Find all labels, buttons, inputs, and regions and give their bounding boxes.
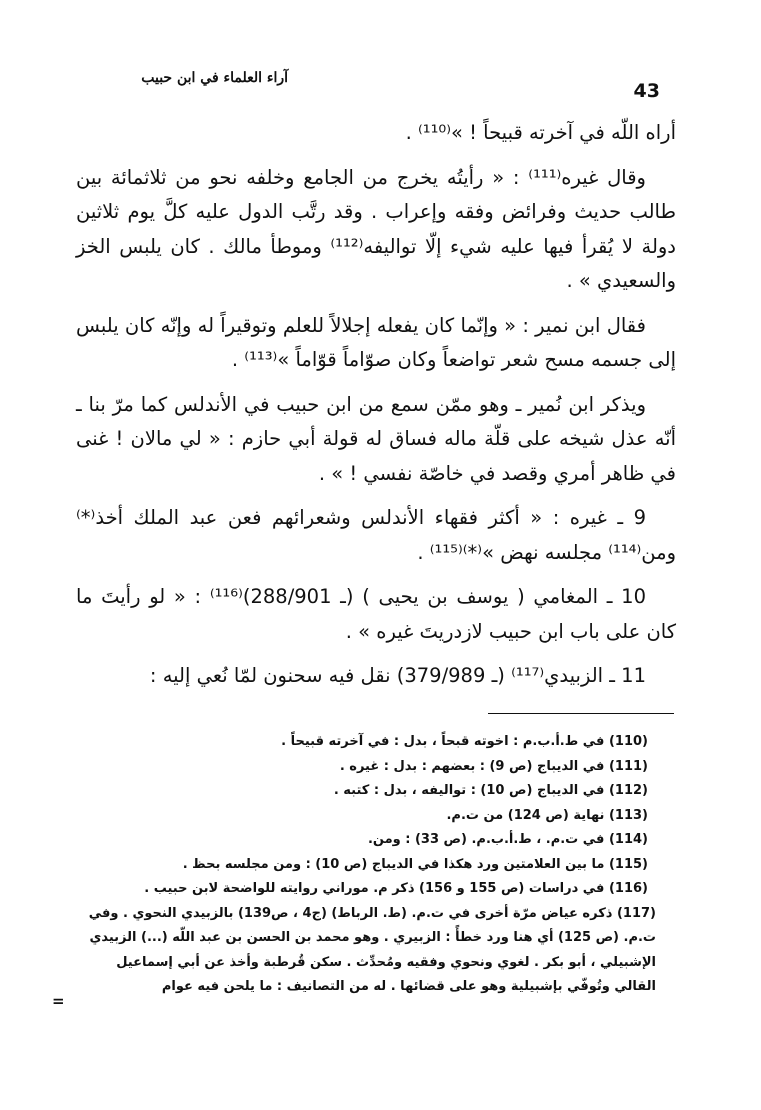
footnote: (114) في ت.م. ، ط.أ.ب.م. (ص 33) : ومن. xyxy=(367,832,648,847)
continuation-mark: = xyxy=(52,992,65,1010)
footnote: (117) ذكره عياض مرّة أخرى في ت.م. (ط. الرباط) (ج4 ، ص139) بالزبيدي النحوي . وفي ت.م. (ص 125) أي هنا ورد خطأً : الزبيري . وهو محمد بن الحسن بن عبد اللّه (...) الزبيدي الإشبيلي ، أبو بكر . لغوي ونحوي وفقيه ومُحدِّث . سكن قُرطبة وأخذ عن أبي إسماعيل القالي وتُوفّي بإشبيلية وهو على قضائها . له من التصانيف : ما يلحن فيه عوام xyxy=(88,905,656,994)
footnote: (113) نهاية (ص 124) من ت.م. xyxy=(446,807,648,823)
footnote: (111) في الديباج (ص 9) : بعضهم : بدل : غيره . xyxy=(339,758,648,774)
paragraph: 11 ـ الزبيدي⁽¹¹⁷⁾ (ـ 379/989) نقل فيه سحنون لمّا نُعي إليه : xyxy=(149,664,646,687)
main-text xyxy=(76,116,676,704)
running-header-title: آراء العلماء في ابن حبيب xyxy=(141,70,288,86)
paragraph: أراه اللّه في آخرته قبيحاً ! »⁽¹¹⁰⁾ . xyxy=(405,121,676,144)
paragraph: 9 ـ غيره : « أكثر فقهاء الأندلس وشعرائهم فعن عبد الملك أخذ⁽*⁾ ومن⁽¹¹⁴⁾ مجلسه نهض »⁽*⁾⁽¹¹⁵⁾ . xyxy=(76,506,676,564)
paragraph: فقال ابن نمير : « وإنّما كان يفعله إجلالاً للعلم وتوقيراً له وإنّه كان يلبس إلى جسمه مسح شعر تواضعاً وكان صوّاماً قوّاماً »⁽¹¹³⁾ . xyxy=(76,313,676,371)
footnotes xyxy=(76,730,656,1000)
paragraph: ويذكر ابن نُمير ـ وهو ممّن سمع من ابن حبيب في الأندلس كما مرّ بنا ـ أنّه عذل شيخه على قلّة ماله فساق له قولة أبي حازم : « لي مالان ! غنى في ظاهر أمري وقصد في خاصّة نفسي ! » . xyxy=(76,392,676,485)
footnote: (115) ما بين العلامتين ورد هكذا في الديباج (ص 10) : ومن مجلسه بحظ . xyxy=(182,856,648,872)
footnote: (110) في ط.أ.ب.م : اخوته قبحاً ، بدل : في آخرته قبيحاً . xyxy=(281,734,648,749)
page-number: 43 xyxy=(633,80,660,102)
footnote-separator xyxy=(488,713,674,714)
paragraph: 10 ـ المغامي ( يوسف بن يحيى ) (ـ 288/901)⁽¹¹⁶⁾ : « لو رأيتَ ما كان على باب ابن حبيب لازدريتَ غيره » . xyxy=(76,585,676,643)
footnote: (112) في الديباج (ص 10) : تواليفه ، بدل : كتبه . xyxy=(333,783,648,798)
footnote: (116) في دراسات (ص 155 و 156) ذكر م. موراني روايته للواضحة لابن حبيب . xyxy=(144,881,648,896)
paragraph: وقال غيره⁽¹¹¹⁾ : « رأيتُه يخرج من الجامع وخلفه نحو من ثلاثمائة بين طالب حديث وفرائض وفقه وإعراب . وقد رتَّب الدول عليه كلَّ يوم ثلاثين دولة لا يُقرأ فيها عليه شيء إلّا تواليفه⁽¹¹²⁾ وموطأ مالك . كان يلبس الخز والسعيدي » . xyxy=(76,165,676,292)
